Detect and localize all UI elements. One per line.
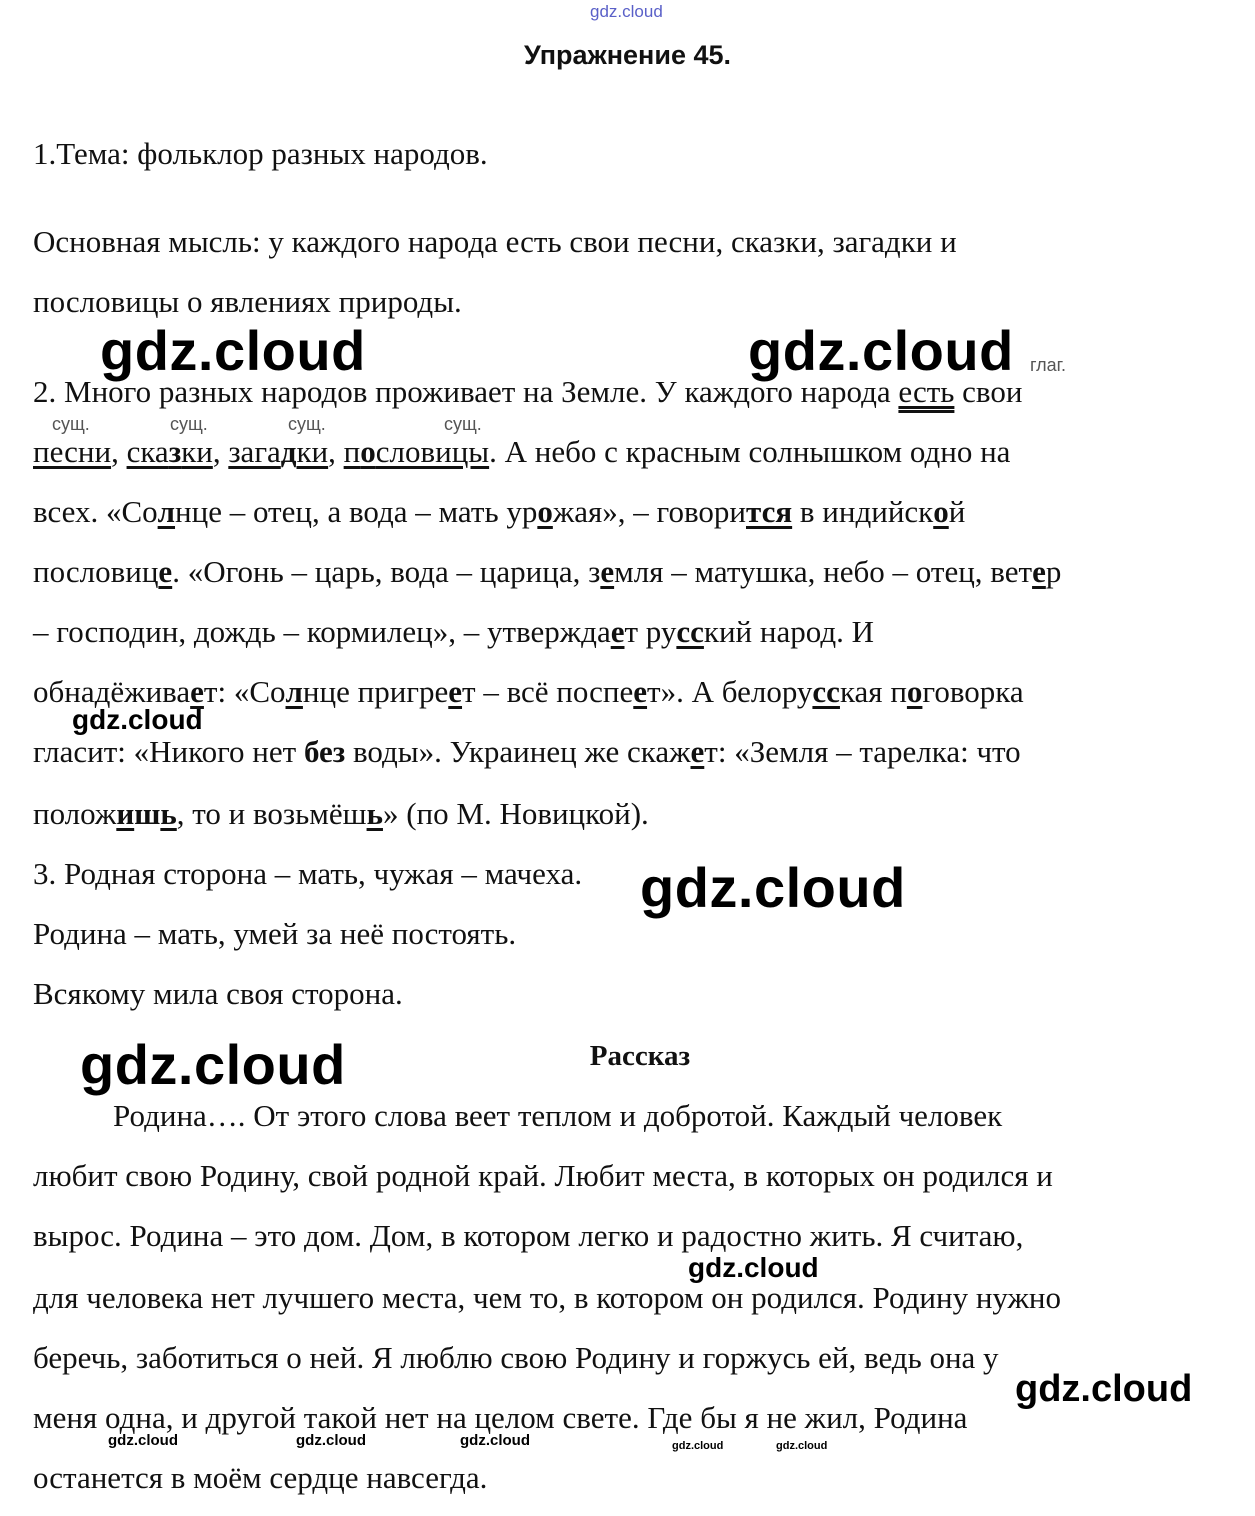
text-segment: т ру bbox=[624, 614, 677, 649]
pos-label-noun-1: сущ. bbox=[52, 414, 90, 434]
part2-line-8 bbox=[33, 796, 649, 832]
highlighted-letter: сс bbox=[812, 674, 840, 709]
highlighted-letter: л bbox=[157, 494, 176, 529]
proverb-line-1: 3. Родная сторона – мать, чужая – мачеха. bbox=[33, 856, 583, 891]
noun-pesni: песни bbox=[33, 434, 112, 469]
text-segment: т – всё поспе bbox=[462, 674, 634, 709]
text-segment: й bbox=[948, 494, 966, 529]
comma: , bbox=[328, 434, 344, 469]
text-segment: т». А белору bbox=[647, 674, 813, 709]
word-part: зага bbox=[228, 434, 281, 469]
header-watermark: gdz.cloud bbox=[590, 2, 663, 21]
highlighted-letter: е bbox=[1032, 554, 1046, 589]
noun-zagadki bbox=[228, 434, 328, 469]
word-part: ки bbox=[296, 434, 329, 469]
highlighted-letter: тся bbox=[746, 494, 793, 529]
highlighted-letter: е bbox=[448, 674, 463, 709]
watermark: gdz.cloud bbox=[1015, 1368, 1193, 1410]
text-segment: нце пригре bbox=[302, 674, 449, 709]
text-segment: в индийск bbox=[792, 494, 934, 529]
text-segment: , то и возьмёш bbox=[176, 796, 367, 831]
text-segment: . А небо с красным солнышком одно на bbox=[489, 434, 1011, 469]
main-idea-line-1: Основная мысль: у каждого народа есть свои песни, сказки, загадки и bbox=[33, 224, 957, 259]
pos-label-noun-2: сущ. bbox=[170, 414, 208, 434]
text-segment: пословиц bbox=[33, 554, 159, 589]
text-segment: 2. Много разных народов проживает на Земле. У каждого народа bbox=[33, 374, 899, 409]
text-segment: гласит: «Никого нет bbox=[33, 734, 304, 769]
highlighted-letter: е bbox=[610, 614, 625, 649]
noun-skazki bbox=[127, 434, 213, 469]
bold-word: без bbox=[303, 734, 346, 769]
watermark: gdz.cloud bbox=[72, 704, 203, 735]
highlighted-letter: е bbox=[158, 554, 173, 589]
highlighted-letter: е bbox=[633, 674, 648, 709]
highlighted-letter: о bbox=[360, 434, 376, 469]
highlighted-letter: л bbox=[285, 674, 303, 709]
pos-label-noun-4: сущ. bbox=[444, 414, 482, 434]
story-line-5: беречь, заботиться о ней. Я люблю свою Родину и горжусь ей, ведь она у bbox=[33, 1340, 999, 1375]
bold-letter: ш bbox=[134, 796, 161, 831]
text-segment: свои bbox=[954, 374, 1023, 409]
text-segment: . «Огонь – царь, вода – царица, з bbox=[172, 554, 601, 589]
comma: , bbox=[212, 434, 229, 469]
text-segment: говорка bbox=[922, 674, 1024, 709]
watermark: gdz.cloud bbox=[108, 1432, 178, 1449]
text-segment: мля – матушка, небо – отец, вет bbox=[614, 554, 1033, 589]
text-segment: воды». Украинец же скаж bbox=[345, 734, 691, 769]
main-idea-line-2: пословицы о явлениях природы. bbox=[33, 284, 462, 319]
highlighted-letter: и bbox=[116, 796, 135, 831]
text-segment: кая п bbox=[839, 674, 907, 709]
highlighted-letter: о bbox=[933, 494, 949, 529]
text-segment: т: «Со bbox=[203, 674, 286, 709]
watermark: gdz.cloud bbox=[296, 1432, 366, 1449]
word-part: ска bbox=[126, 434, 169, 469]
text-segment: р bbox=[1045, 554, 1062, 589]
story-line-2: любит свою Родину, свой родной край. Любит места, в которых он родился и bbox=[33, 1158, 1053, 1193]
highlighted-letter: д bbox=[280, 434, 297, 469]
highlighted-letter: е bbox=[690, 734, 705, 769]
watermark: gdz.cloud bbox=[80, 1033, 346, 1096]
highlighted-letter: з bbox=[168, 434, 182, 469]
text-segment: нце – отец, а вода – мать ур bbox=[175, 494, 538, 529]
part2-line-2 bbox=[33, 434, 1010, 470]
page-title: Упражнение 45. bbox=[523, 40, 731, 70]
word-part: словицы bbox=[375, 434, 490, 469]
story-line-3: вырос. Родина – это дом. Дом, в котором легко и радостно жить. Я считаю, bbox=[33, 1218, 1024, 1253]
comma: , bbox=[111, 434, 127, 469]
word-part: ки bbox=[181, 434, 213, 469]
text-segment: » (по М. Новицкой). bbox=[382, 796, 649, 831]
topic-line: 1.Тема: фольклор разных народов. bbox=[33, 136, 488, 171]
highlighted-letter: сс bbox=[676, 614, 704, 649]
part2-line-5 bbox=[33, 614, 874, 650]
story-title: Рассказ bbox=[589, 1040, 691, 1072]
proverb-line-2: Родина – мать, умей за неё постоять. bbox=[33, 916, 517, 951]
part2-line-3 bbox=[33, 494, 965, 530]
text-segment: полож bbox=[33, 796, 117, 831]
part2-line-7 bbox=[33, 734, 1021, 770]
word-part: п bbox=[343, 434, 361, 469]
text-segment: обнадёжива bbox=[33, 674, 191, 709]
watermark: gdz.cloud bbox=[688, 1252, 819, 1283]
text-segment: кий народ. И bbox=[703, 614, 875, 649]
story-line-7: останется в моём сердце навсегда. bbox=[33, 1460, 488, 1495]
noun-poslovitsy bbox=[344, 434, 489, 469]
watermark: gdz.cloud bbox=[748, 319, 1014, 382]
highlighted-letter: о bbox=[906, 674, 923, 709]
highlighted-letter: ь bbox=[160, 796, 177, 831]
highlighted-letter: ь bbox=[366, 796, 383, 831]
story-line-4: для человека нет лучшего места, чем то, в котором он родился. Родину нужно bbox=[33, 1280, 1062, 1315]
watermark: gdz.cloud bbox=[100, 319, 366, 382]
text-segment: всех. «Со bbox=[33, 494, 158, 529]
text-segment: т: «Земля – тарелка: что bbox=[704, 734, 1021, 769]
verb-underlined: есть bbox=[898, 374, 955, 409]
watermark: gdz.cloud bbox=[640, 856, 906, 919]
text-segment: жая», – говори bbox=[552, 494, 746, 529]
pos-label-noun-3: сущ. bbox=[288, 414, 326, 434]
watermark: gdz.cloud bbox=[460, 1432, 530, 1449]
highlighted-letter: е bbox=[190, 674, 204, 709]
story-line-1: Родина…. От этого слова веет теплом и добротой. Каждый человек bbox=[113, 1098, 1003, 1133]
watermark: gdz.cloud bbox=[776, 1440, 828, 1452]
text-segment: – господин, дождь – кормилец», – утвержда bbox=[33, 614, 611, 649]
story-line-6: меня одна, и другой такой нет на целом свете. Где бы я не жил, Родина bbox=[33, 1400, 968, 1435]
highlighted-letter: е bbox=[600, 554, 615, 589]
watermark: gdz.cloud bbox=[672, 1440, 724, 1452]
highlighted-letter: о bbox=[537, 494, 553, 529]
proverb-line-3: Всякому мила своя сторона. bbox=[33, 976, 403, 1011]
pos-label-verb: глаг. bbox=[1030, 355, 1067, 375]
part2-line-4 bbox=[33, 554, 1061, 590]
